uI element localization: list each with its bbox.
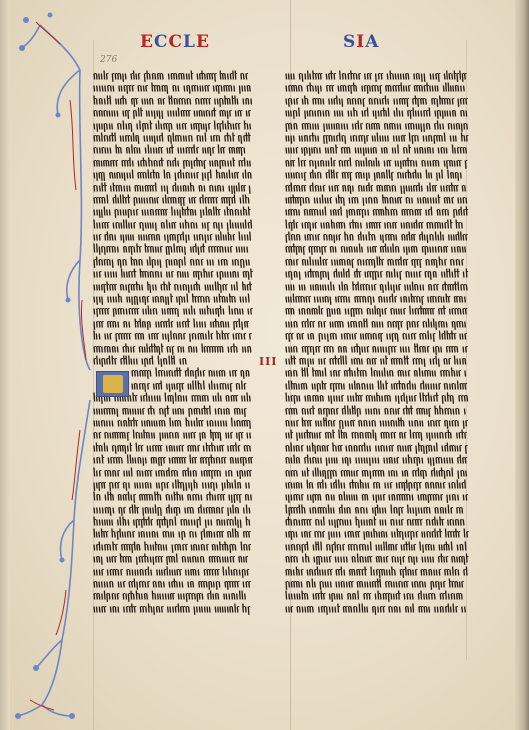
text-line xyxy=(285,107,469,119)
text-line xyxy=(93,355,253,367)
text-line xyxy=(93,256,253,268)
text-line xyxy=(285,95,469,107)
rh-right-letter: A xyxy=(365,32,380,52)
text-line xyxy=(285,243,469,255)
text-line xyxy=(285,343,469,355)
text-line xyxy=(93,219,253,231)
text-line xyxy=(93,343,253,355)
text-line xyxy=(285,429,469,441)
text-column-left xyxy=(93,70,253,615)
border-flourish-icon xyxy=(0,0,100,730)
text-line xyxy=(93,107,253,119)
text-line xyxy=(93,566,253,578)
text-line xyxy=(285,405,469,417)
text-line xyxy=(93,528,253,540)
text-line xyxy=(285,219,469,231)
text-line xyxy=(285,442,469,454)
decorated-initial xyxy=(96,371,129,397)
text-line xyxy=(93,578,253,590)
rh-left-letter: E xyxy=(140,32,154,52)
text-line xyxy=(93,516,253,528)
text-line xyxy=(93,194,253,206)
page-fore-edge xyxy=(515,0,529,730)
text-column-right xyxy=(285,70,469,615)
text-line xyxy=(285,330,469,342)
text-line xyxy=(93,491,253,503)
text-line xyxy=(93,70,253,82)
text-line xyxy=(285,70,469,82)
text-line xyxy=(285,590,469,602)
text-line xyxy=(285,578,469,590)
text-line xyxy=(93,454,253,466)
text-line xyxy=(93,305,253,317)
text-line xyxy=(93,429,253,441)
text-line xyxy=(285,293,469,305)
text-line xyxy=(93,231,253,243)
text-line xyxy=(285,528,469,540)
folio-number: 276 xyxy=(100,55,118,65)
gilded-initial-letter xyxy=(103,375,123,393)
text-line xyxy=(285,120,469,132)
text-line xyxy=(93,417,253,429)
text-line xyxy=(93,206,253,218)
text-line xyxy=(285,231,469,243)
text-line xyxy=(285,318,469,330)
text-line xyxy=(285,504,469,516)
text-line xyxy=(93,467,253,479)
text-line xyxy=(93,281,253,293)
text-line xyxy=(285,182,469,194)
text-line xyxy=(285,417,469,429)
text-line xyxy=(285,479,469,491)
running-head-left xyxy=(140,32,210,52)
rh-left-letter: L xyxy=(183,32,196,52)
rh-right-letter: S xyxy=(343,32,357,52)
text-line xyxy=(93,132,253,144)
text-line xyxy=(93,479,253,491)
text-line xyxy=(285,157,469,169)
text-line xyxy=(285,256,469,268)
text-line xyxy=(285,516,469,528)
text-line xyxy=(285,206,469,218)
text-line xyxy=(93,293,253,305)
text-line xyxy=(93,82,253,94)
rh-left-letter: C xyxy=(168,32,184,52)
text-line xyxy=(93,330,253,342)
text-line xyxy=(285,566,469,578)
text-line xyxy=(285,467,469,479)
text-line xyxy=(285,268,469,280)
text-line xyxy=(285,380,469,392)
text-line xyxy=(285,194,469,206)
chapter-number: III xyxy=(259,355,278,368)
text-line xyxy=(285,392,469,404)
text-line xyxy=(93,504,253,516)
text-line xyxy=(93,603,253,615)
text-line xyxy=(93,169,253,181)
text-line xyxy=(93,182,253,194)
text-line xyxy=(93,318,253,330)
text-line xyxy=(93,541,253,553)
text-line xyxy=(285,541,469,553)
text-line xyxy=(285,355,469,367)
text-line xyxy=(93,144,253,156)
text-line xyxy=(285,144,469,156)
text-line xyxy=(93,553,253,565)
text-line xyxy=(93,268,253,280)
text-line xyxy=(93,157,253,169)
text-line xyxy=(285,491,469,503)
rh-left-letter: E xyxy=(195,32,210,52)
text-line xyxy=(285,553,469,565)
text-line xyxy=(285,132,469,144)
text-line xyxy=(285,281,469,293)
rh-right-letter: I xyxy=(356,32,366,52)
text-line xyxy=(285,367,469,379)
text-line xyxy=(285,169,469,181)
running-head-right xyxy=(343,32,379,52)
text-line xyxy=(93,120,253,132)
text-line xyxy=(285,305,469,317)
rh-left-letter: C xyxy=(153,32,169,52)
text-line xyxy=(93,405,253,417)
text-line xyxy=(93,442,253,454)
text-line xyxy=(93,590,253,602)
text-line xyxy=(285,454,469,466)
text-line xyxy=(285,603,469,615)
text-line xyxy=(93,243,253,255)
text-line xyxy=(285,82,469,94)
text-line xyxy=(93,95,253,107)
